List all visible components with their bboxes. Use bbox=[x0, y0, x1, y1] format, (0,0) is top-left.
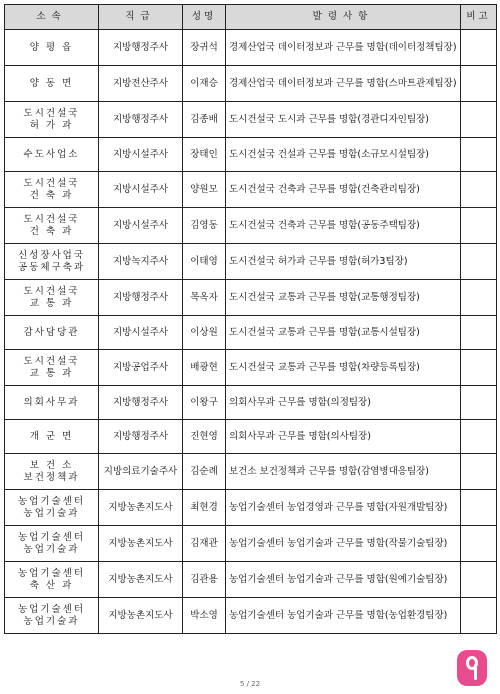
dept-cell bbox=[5, 316, 99, 350]
dept-cell bbox=[5, 420, 99, 454]
note-cell bbox=[461, 490, 497, 526]
name-cell: 김순례 bbox=[183, 454, 226, 490]
dept-cell bbox=[5, 280, 99, 316]
order-cell: 농업기술센터 농업기술과 근무를 명함(농업환경팀장) bbox=[226, 598, 461, 634]
header-name: 성명 bbox=[183, 5, 226, 30]
order-cell: 농업기술센터 농업경영과 근무를 명함(자원개발팀장) bbox=[226, 490, 461, 526]
table-row bbox=[5, 420, 497, 454]
name-cell: 배광현 bbox=[183, 350, 226, 386]
name-cell: 김재관 bbox=[183, 526, 226, 562]
name-cell: 이재승 bbox=[183, 66, 226, 102]
order-cell: 도시건설국 교통과 근무를 명함(교통시설팀장) bbox=[226, 316, 461, 350]
rank-cell: 지방농촌지도사 bbox=[99, 598, 183, 634]
note-cell bbox=[461, 138, 497, 172]
dept-cell bbox=[5, 208, 99, 244]
order-cell: 농업기술센터 농업기술과 근무를 명함(원예기술팀장) bbox=[226, 562, 461, 598]
rank-cell: 지방농촌지도사 bbox=[99, 490, 183, 526]
order-cell: 도시건설국 도시과 근무를 명함(경관디자인팀장) bbox=[226, 102, 461, 138]
rank-cell: 지방녹지주사 bbox=[99, 244, 183, 280]
dept-cell bbox=[5, 102, 99, 138]
name-cell: 김종배 bbox=[183, 102, 226, 138]
table-row bbox=[5, 66, 497, 102]
dept-line: 건 축 과 bbox=[29, 225, 74, 237]
note-cell bbox=[461, 102, 497, 138]
header-note: 비고 bbox=[461, 5, 497, 30]
note-cell bbox=[461, 244, 497, 280]
rank-cell: 지방행정주사 bbox=[99, 420, 183, 454]
order-cell: 도시건설국 교통과 근무를 명함(차량등록팀장) bbox=[226, 350, 461, 386]
dept-cell bbox=[5, 244, 99, 280]
note-cell bbox=[461, 172, 497, 208]
header-dept: 소속 bbox=[5, 5, 99, 30]
table-row bbox=[5, 316, 497, 350]
rank-cell: 지방행정주사 bbox=[99, 30, 183, 66]
dept-line: 농업기술센터 bbox=[17, 531, 86, 543]
table-row bbox=[5, 562, 497, 598]
name-cell: 목옥자 bbox=[183, 280, 226, 316]
rank-cell: 지방전산주사 bbox=[99, 66, 183, 102]
rank-cell: 지방시설주사 bbox=[99, 316, 183, 350]
name-cell: 양원모 bbox=[183, 172, 226, 208]
dept-line: 의회사무과 bbox=[23, 396, 80, 408]
dept-line: 도시건설국 bbox=[23, 355, 80, 367]
table-body bbox=[5, 30, 497, 634]
dept-line: 도시건설국 bbox=[23, 107, 80, 119]
table-row bbox=[5, 102, 497, 138]
name-cell: 박소영 bbox=[183, 598, 226, 634]
dept-line: 도시건설국 bbox=[23, 285, 80, 297]
dept-line: 농업기술센터 bbox=[17, 603, 86, 615]
personnel-order-table bbox=[4, 4, 497, 634]
name-cell: 최현경 bbox=[183, 490, 226, 526]
name-cell: 이상원 bbox=[183, 316, 226, 350]
dept-line: 도시건설국 bbox=[23, 177, 80, 189]
dept-line: 농업기술센터 bbox=[17, 495, 86, 507]
table-row bbox=[5, 350, 497, 386]
note-cell bbox=[461, 280, 497, 316]
name-cell: 장태인 bbox=[183, 138, 226, 172]
dept-cell bbox=[5, 66, 99, 102]
rank-cell: 지방시설주사 bbox=[99, 172, 183, 208]
name-cell: 이태영 bbox=[183, 244, 226, 280]
dept-line: 보 건 소 bbox=[29, 459, 74, 471]
rank-cell: 지방행정주사 bbox=[99, 280, 183, 316]
rank-cell: 지방농촌지도사 bbox=[99, 562, 183, 598]
order-cell: 경제산업국 데이터정보과 근무를 명함(스마트관제팀장) bbox=[226, 66, 461, 102]
dept-cell bbox=[5, 30, 99, 66]
rank-cell: 지방시설주사 bbox=[99, 208, 183, 244]
header-rank: 직급 bbox=[99, 5, 183, 30]
dept-line: 건 축 과 bbox=[29, 189, 74, 201]
dept-cell bbox=[5, 598, 99, 634]
header-order: 발령사항 bbox=[226, 5, 461, 30]
order-cell: 의회사무과 근무를 명함(의사팀장) bbox=[226, 420, 461, 454]
dept-line: 허 가 과 bbox=[29, 119, 74, 131]
dept-line: 개 군 면 bbox=[29, 430, 74, 442]
table-row bbox=[5, 490, 497, 526]
dept-cell bbox=[5, 454, 99, 490]
order-cell: 도시건설국 건축과 근무를 명함(건축관리팀장) bbox=[226, 172, 461, 208]
table-row bbox=[5, 172, 497, 208]
rank-cell: 지방공업주사 bbox=[99, 350, 183, 386]
note-cell bbox=[461, 208, 497, 244]
table-row bbox=[5, 138, 497, 172]
note-cell bbox=[461, 454, 497, 490]
rank-cell: 지방행정주사 bbox=[99, 102, 183, 138]
note-cell bbox=[461, 66, 497, 102]
table-row bbox=[5, 526, 497, 562]
dept-cell bbox=[5, 350, 99, 386]
table-row bbox=[5, 244, 497, 280]
name-cell: 김영동 bbox=[183, 208, 226, 244]
table-row bbox=[5, 386, 497, 420]
dept-line: 교 통 과 bbox=[29, 297, 74, 309]
dept-cell bbox=[5, 490, 99, 526]
dept-line: 양 동 면 bbox=[29, 77, 74, 89]
table-header-row bbox=[5, 5, 497, 30]
dept-cell bbox=[5, 138, 99, 172]
dept-cell bbox=[5, 526, 99, 562]
page-number: 5 / 22 bbox=[239, 680, 261, 688]
note-cell bbox=[461, 316, 497, 350]
personnel-order-sheet bbox=[4, 4, 496, 634]
name-cell: 장귀석 bbox=[183, 30, 226, 66]
table-row bbox=[5, 208, 497, 244]
rank-cell: 지방의료기술주사 bbox=[99, 454, 183, 490]
dept-cell bbox=[5, 172, 99, 208]
rank-cell: 지방농촌지도사 bbox=[99, 526, 183, 562]
note-cell bbox=[461, 562, 497, 598]
dept-line: 농업기술과 bbox=[23, 507, 80, 519]
note-cell bbox=[461, 350, 497, 386]
note-cell bbox=[461, 526, 497, 562]
note-cell bbox=[461, 30, 497, 66]
table-row bbox=[5, 30, 497, 66]
table-row bbox=[5, 598, 497, 634]
dept-line: 축 산 과 bbox=[29, 579, 74, 591]
order-cell: 보건소 보건정책과 근무를 명함(감염병대응팀장) bbox=[226, 454, 461, 490]
name-cell: 진현영 bbox=[183, 420, 226, 454]
table-row bbox=[5, 454, 497, 490]
order-cell: 도시건설국 허가과 근무를 명함(허가3팀장) bbox=[226, 244, 461, 280]
dept-line: 수도사업소 bbox=[23, 148, 80, 160]
order-cell: 경제산업국 데이터정보과 근무를 명함(데이터정책팀장) bbox=[226, 30, 461, 66]
note-cell bbox=[461, 386, 497, 420]
rank-cell: 지방행정주사 bbox=[99, 386, 183, 420]
dept-line: 농업기술과 bbox=[23, 615, 80, 627]
dept-line: 공동체구축과 bbox=[17, 261, 86, 273]
table-row bbox=[5, 280, 497, 316]
dept-line: 보건정책과 bbox=[23, 471, 80, 483]
dept-line: 도시건설국 bbox=[23, 213, 80, 225]
dept-cell bbox=[5, 386, 99, 420]
dept-line: 교 통 과 bbox=[29, 367, 74, 379]
order-cell: 농업기술센터 농업기술과 근무를 명함(작물기술팀장) bbox=[226, 526, 461, 562]
order-cell: 도시건설국 교통과 근무를 명함(교통행정팀장) bbox=[226, 280, 461, 316]
note-cell bbox=[461, 420, 497, 454]
dept-line: 농업기술과 bbox=[23, 543, 80, 555]
order-cell: 도시건설국 건축과 근무를 명함(공동주택팀장) bbox=[226, 208, 461, 244]
name-cell: 김관용 bbox=[183, 562, 226, 598]
dept-cell bbox=[5, 562, 99, 598]
dept-line: 양 평 읍 bbox=[29, 41, 74, 53]
dept-line: 감사담당관 bbox=[23, 326, 80, 338]
dept-line: 농업기술센터 bbox=[17, 567, 86, 579]
name-cell: 이왕구 bbox=[183, 386, 226, 420]
dept-line: 신성장사업국 bbox=[17, 249, 86, 261]
order-cell: 의회사무과 근무를 명함(의정팀장) bbox=[226, 386, 461, 420]
rank-cell: 지방시설주사 bbox=[99, 138, 183, 172]
order-cell: 도시건설국 건설과 근무를 명함(소규모시설팀장) bbox=[226, 138, 461, 172]
note-cell bbox=[461, 598, 497, 634]
